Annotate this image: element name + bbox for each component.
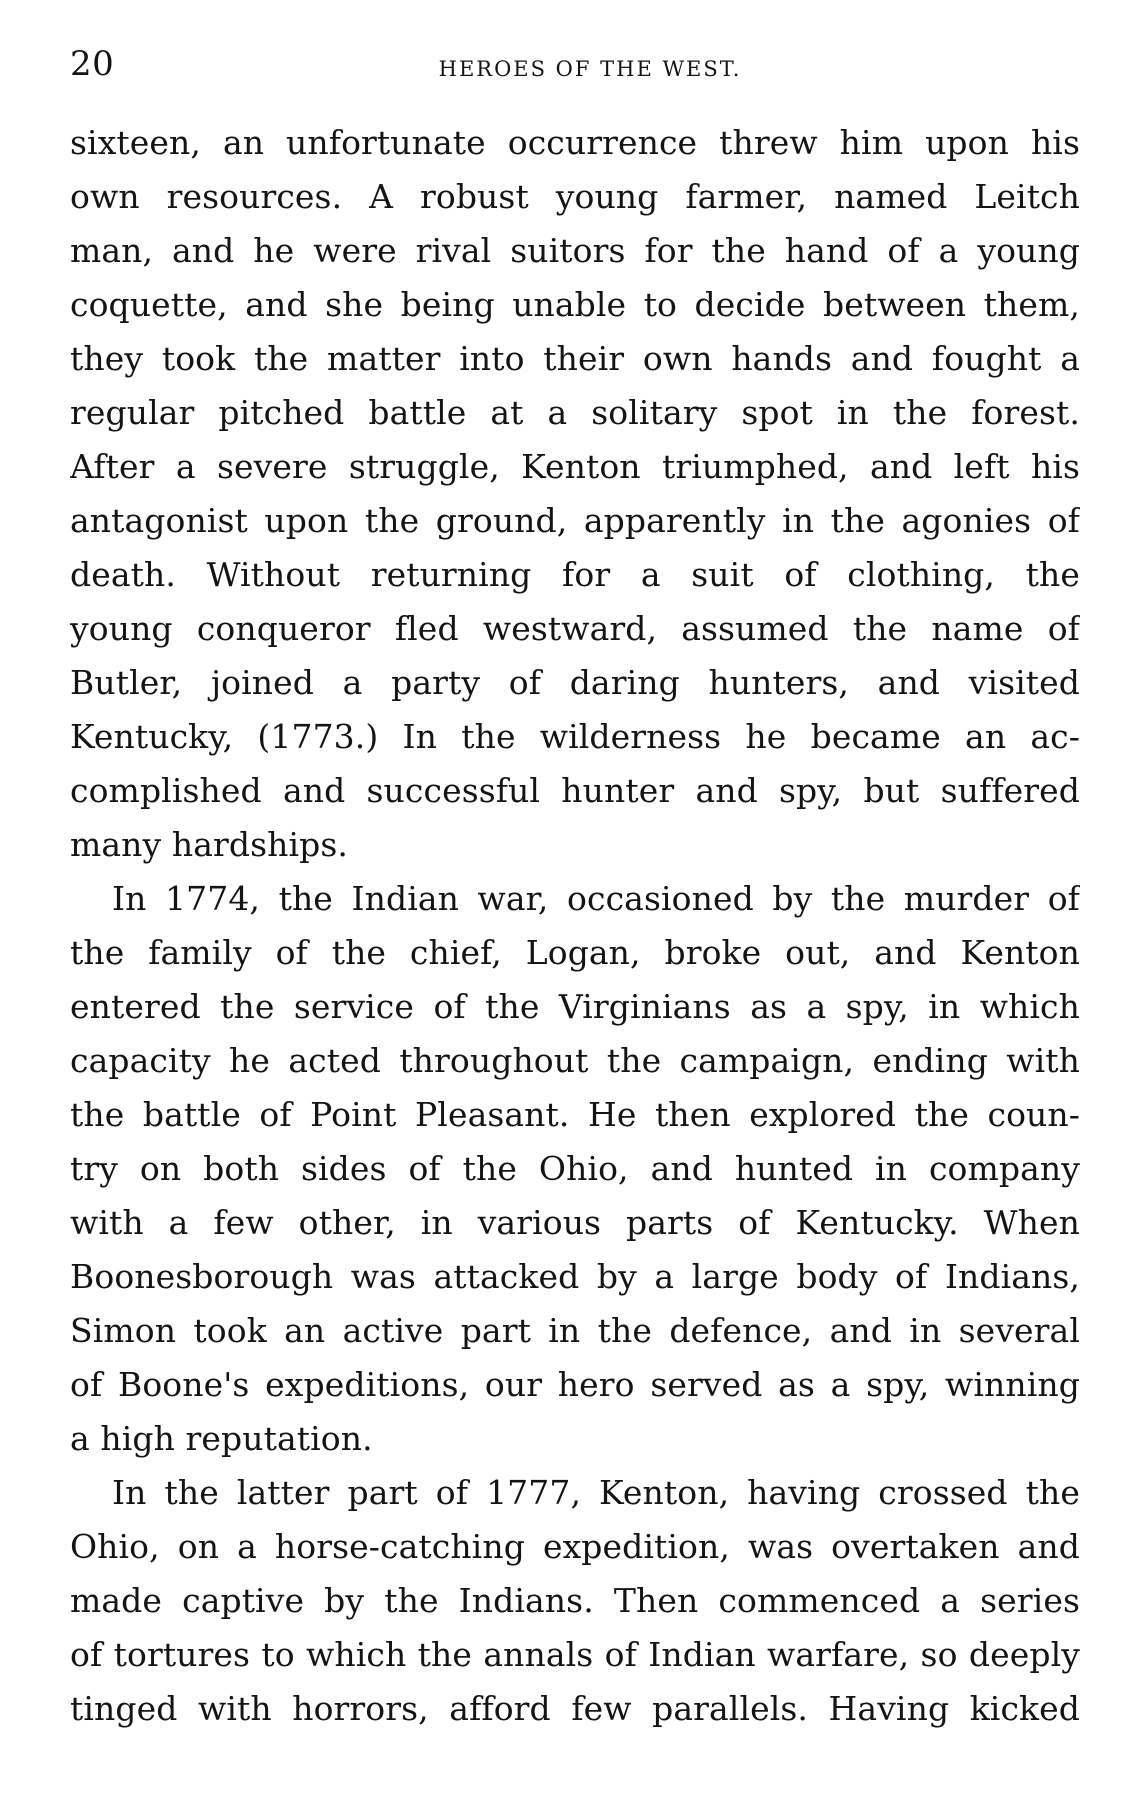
text-line: After a severe struggle, Kenton triumphed, and left his	[70, 447, 1080, 486]
paragraph-1	[70, 116, 1080, 872]
text-line: try on both sides of the Ohio, and hunted in company	[70, 1149, 1080, 1188]
text-line: many hardships.	[70, 825, 348, 864]
text-line: complished and successful hunter and spy, but suffered	[70, 771, 1080, 810]
running-head	[70, 30, 1080, 92]
text-line: of Boone's expeditions, our hero served as a spy, winning	[70, 1365, 1080, 1404]
text-line: death. Without returning for a suit of clothing, the	[70, 555, 1080, 594]
text-line: Ohio, on a horse-catching expedition, was overtaken and	[70, 1527, 1080, 1566]
text-line: the family of the chief, Logan, broke out, and Kenton	[70, 933, 1080, 972]
text-line: In the latter part of 1777, Kenton, having crossed the	[112, 1473, 1080, 1512]
body-text	[70, 116, 1080, 1736]
text-line: capacity he acted throughout the campaign, ending with	[70, 1041, 1080, 1080]
text-line: Butler, joined a party of daring hunters, and visited	[70, 663, 1080, 702]
text-line: Simon took an active part in the defence, and in several	[70, 1311, 1080, 1350]
text-line: Boonesborough was attacked by a large body of Indians,	[70, 1257, 1080, 1296]
text-line: made captive by the Indians. Then commenced a series	[70, 1581, 1080, 1620]
text-line: young conqueror fled westward, assumed the name of	[70, 609, 1080, 648]
paragraph-2	[70, 872, 1080, 1466]
text-line: regular pitched battle at a solitary spot in the forest.	[70, 393, 1080, 432]
text-line: In 1774, the Indian war, occasioned by the murder of	[112, 879, 1080, 918]
text-line: man, and he were rival suitors for the hand of a young	[70, 231, 1080, 270]
text-line: a high reputation.	[70, 1419, 373, 1458]
text-line: entered the service of the Virginians as a spy, in which	[70, 987, 1080, 1026]
text-line: with a few other, in various parts of Kentucky. When	[70, 1203, 1080, 1242]
paragraph-3	[70, 1466, 1080, 1736]
text-line: own resources. A robust young farmer, named Leitch	[70, 177, 1080, 216]
text-line: tinged with horrors, afford few parallels. Having kicked	[70, 1689, 1080, 1728]
text-line: coquette, and she being unable to decide between them,	[70, 285, 1080, 324]
text-line: the battle of Point Pleasant. He then explored the coun-	[70, 1095, 1080, 1134]
book-page	[70, 30, 1080, 1790]
text-line: Kentucky, (1773.) In the wilderness he became an ac-	[70, 717, 1080, 756]
running-title: HEROES OF THE WEST.	[438, 57, 742, 81]
text-line: they took the matter into their own hands and fought a	[70, 339, 1080, 378]
page-number: 20	[70, 44, 115, 84]
text-line: sixteen, an unfortunate occurrence threw him upon his	[70, 123, 1080, 162]
text-line: antagonist upon the ground, apparently in the agonies of	[70, 501, 1080, 540]
text-line: of tortures to which the annals of Indian warfare, so deeply	[70, 1635, 1080, 1674]
